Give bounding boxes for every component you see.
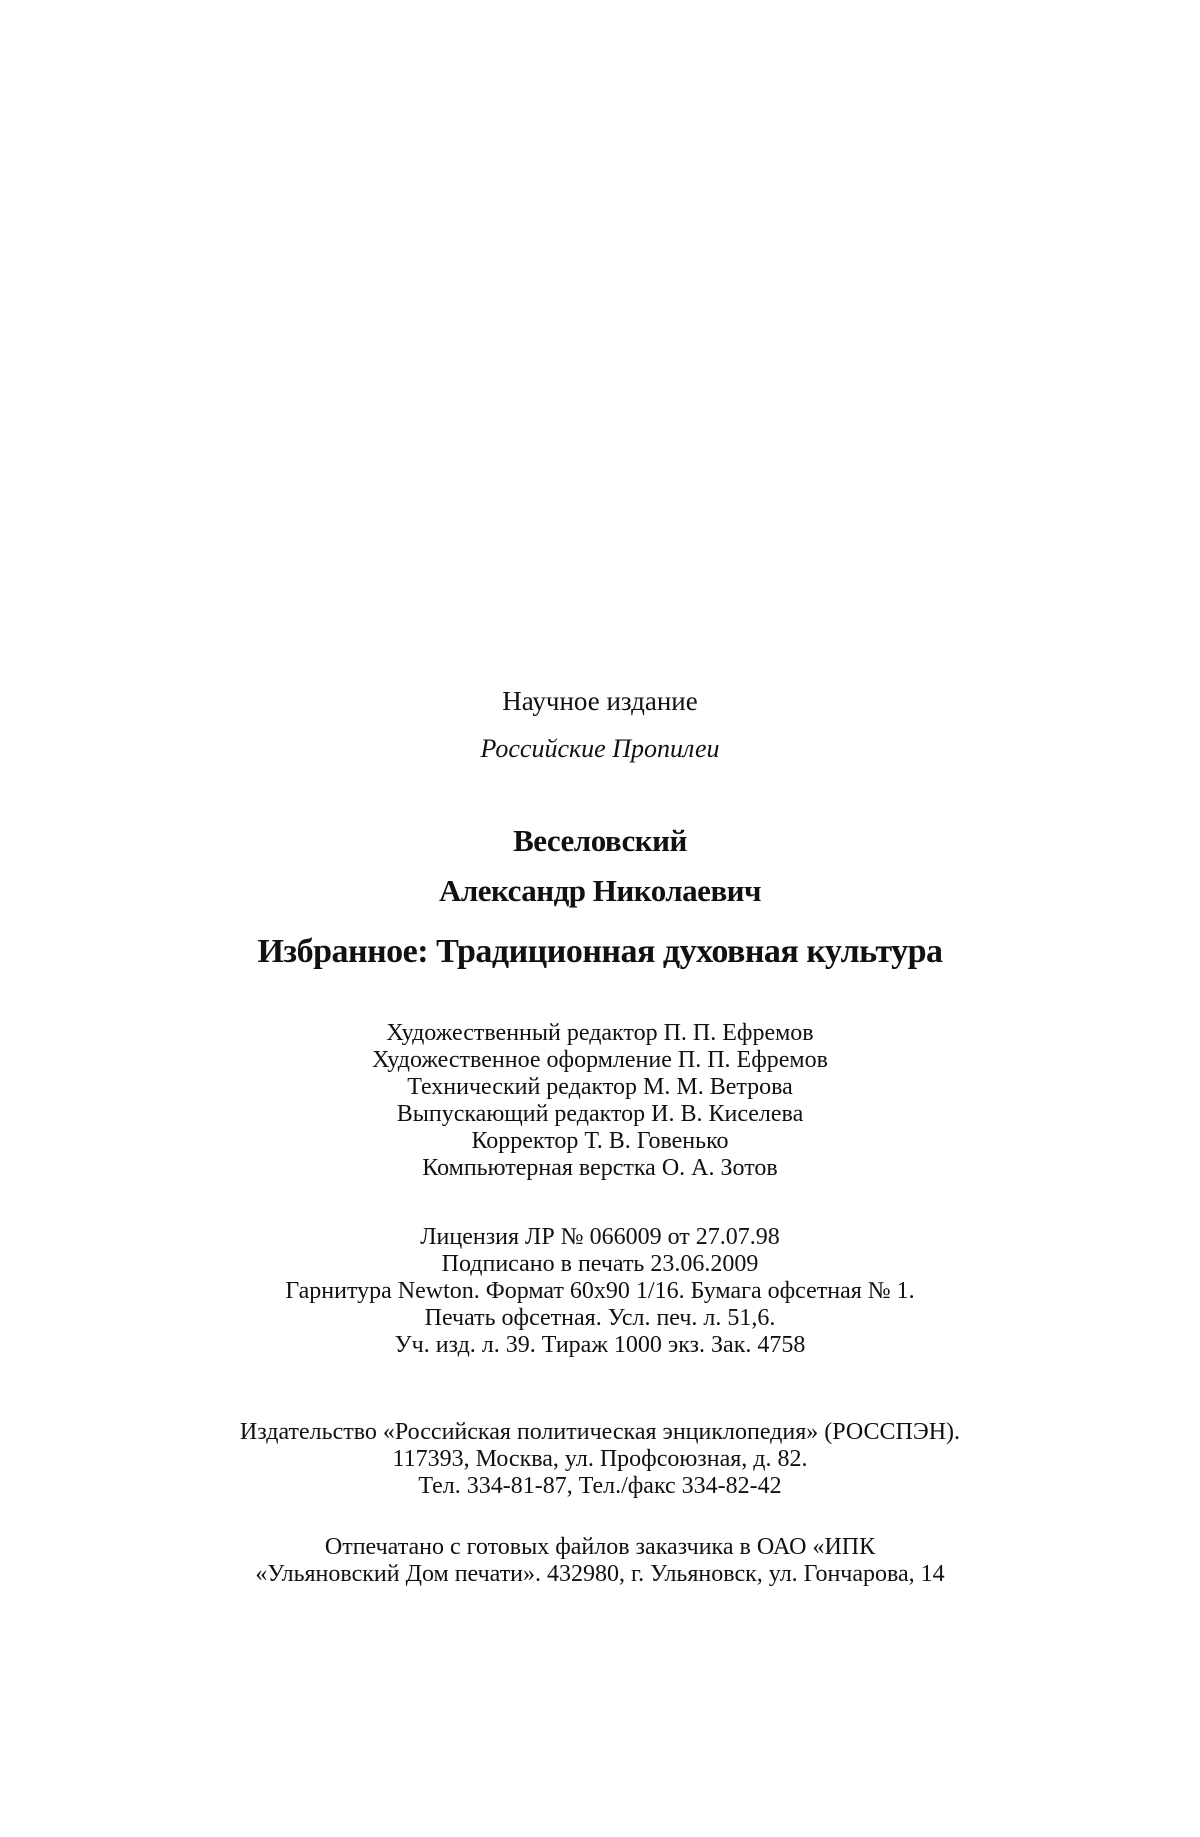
print-detail-line: Гарнитура Newton. Формат 60х90 1/16. Бумага офсетная № 1. (285, 1278, 915, 1304)
edition-type: Научное издание (502, 686, 698, 716)
printer-line: Отпечатано с готовых файлов заказчика в ОАО «ИПК (324, 1534, 876, 1560)
credit-line: Компьютерная верстка О. А. Зотов (422, 1155, 778, 1181)
book-title: Избранное: Традиционная духовная культура (257, 933, 943, 970)
author-surname: Веселовский (513, 823, 687, 858)
publisher-line: 117393, Москва, ул. Профсоюзная, д. 82. (392, 1446, 808, 1472)
print-detail-line: Лицензия ЛР № 066009 от 27.07.98 (420, 1224, 780, 1250)
credit-line: Художественное оформление П. П. Ефремов (372, 1047, 828, 1073)
print-detail-line: Печать офсетная. Усл. печ. л. 51,6. (424, 1305, 776, 1331)
print-detail-line: Уч. изд. л. 39. Тираж 1000 экз. Зак. 4758 (394, 1332, 806, 1358)
print-detail-line: Подписано в печать 23.06.2009 (441, 1251, 759, 1277)
credit-line: Художественный редактор П. П. Ефремов (386, 1020, 814, 1046)
publisher-line: Тел. 334-81-87, Тел./факс 334-82-42 (418, 1473, 782, 1499)
series-name: Российские Пропилеи (480, 734, 720, 763)
publisher-line: Издательство «Российская политическая энциклопедия» (РОССПЭН). (239, 1419, 961, 1445)
credit-line: Выпускающий редактор И. В. Киселева (396, 1101, 804, 1127)
credit-line: Технический редактор М. М. Ветрова (407, 1074, 793, 1100)
credit-line: Корректор Т. В. Говенько (471, 1128, 729, 1154)
author-given-names: Александр Николаевич (438, 873, 762, 908)
printer-line: «Ульяновский Дом печати». 432980, г. Ульяновск, ул. Гончарова, 14 (255, 1561, 945, 1587)
